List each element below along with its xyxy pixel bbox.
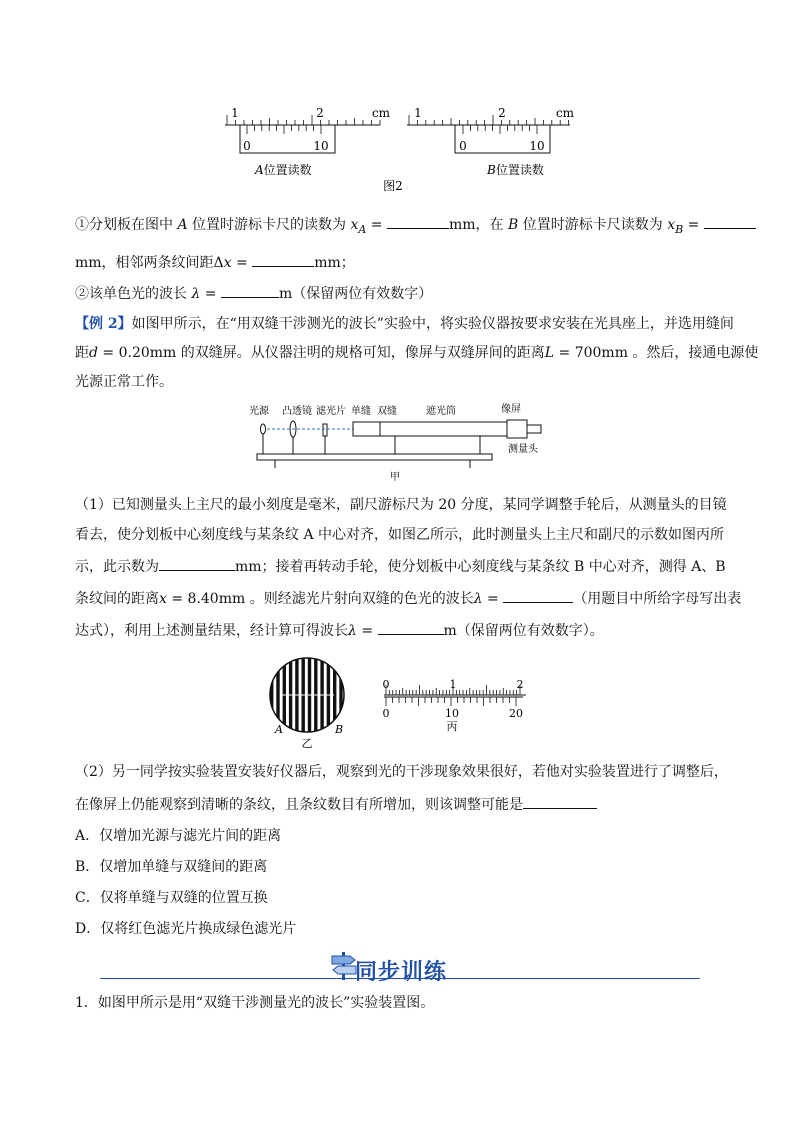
example2-text3: 光源正常工作。 — [75, 374, 173, 390]
svg-text:B位置读数 — [486, 162, 544, 177]
apparatus-label-lens: 凸透镜 — [282, 406, 312, 417]
training-q1 — [75, 993, 434, 1013]
q2-eq: = — [200, 286, 221, 302]
scale-b-caption-var: B — [487, 163, 496, 177]
bing-vernier-0: 0 — [382, 707, 390, 720]
example2-text2c: = 700mm 。然后，接通电源使 — [554, 345, 759, 361]
q1-text4: 位置时游标卡尺读数为 — [522, 217, 663, 233]
q1-line1 — [75, 214, 756, 240]
apparatus-label-double-slit: 双缝 — [377, 406, 397, 417]
q1-var-a: A — [177, 217, 188, 233]
q1-blank-dx[interactable] — [252, 252, 314, 267]
scale-a-caption-var: A — [255, 163, 264, 177]
q1-xa: x — [350, 217, 359, 233]
example2-L: L — [544, 345, 555, 361]
example2-tag: 【例 2】 — [75, 316, 132, 332]
q2-text2: m（保留两位有效数字） — [278, 286, 433, 302]
part2-line1 — [75, 762, 728, 782]
bing-main-1: 1 — [449, 678, 457, 691]
scale-b-label-1: 1 — [414, 106, 422, 120]
scale-a-caption-text: 位置读数 — [263, 163, 312, 177]
apparatus-label-tube: 遮光筒 — [426, 406, 456, 417]
bing-main-2: 2 — [516, 678, 524, 691]
part1-blank-reading[interactable] — [159, 556, 235, 571]
part1-blank-expression[interactable] — [503, 588, 573, 603]
scale-a-label-1: 1 — [231, 106, 239, 120]
part2-text2: 在像屏上仍能观察到清晰的条纹，且条纹数目有所增加，则该调整可能是 — [75, 797, 523, 813]
example2-text2a: 距 — [75, 345, 89, 361]
vernier-figure-bing — [378, 675, 538, 735]
interference-fringe — [346, 655, 349, 745]
q2-line — [75, 283, 432, 304]
interference-fringe — [283, 655, 286, 745]
part1-text2: 看去，使分划板中心刻度线与某条纹 A 中心对齐，如图乙所示，此时测量头上主尺和副尺的示数如图丙所 — [75, 527, 725, 543]
option-d-text: D．仅将红色滤光片换成绿色滤光片 — [75, 921, 297, 937]
apparatus-label-single-slit: 单缝 — [351, 406, 371, 417]
fringe-figure-yi — [262, 655, 357, 750]
part2-line2 — [75, 794, 597, 815]
bing-caption: 丙 — [446, 720, 458, 733]
bing-vernier-20: 20 — [509, 707, 523, 720]
section-title: 同步训练 — [355, 959, 448, 985]
scale-b-vernier-0: 0 — [459, 139, 467, 153]
scale-a-label-2: 2 — [316, 106, 324, 120]
example2-text2b: = 0.20mm 的双缝屏。从仪器注明的规格可知，像屏与双缝屏间的距离 — [97, 345, 545, 361]
figure2-vernier-scales — [215, 100, 595, 195]
part1-lambda2: λ — [348, 623, 357, 639]
part1-text3b: mm；接着再转动手轮，使分划板中心刻度线与某条纹 B 中心对齐，测得 A、B — [235, 559, 726, 575]
part1-text5b: = — [356, 623, 378, 639]
fringe-caption: 乙 — [301, 737, 313, 750]
part1-line4 — [75, 588, 741, 609]
training-q1-text: 1．如图甲所示是用“双缝干涉测量光的波长”实验装置图。 — [75, 995, 435, 1011]
q1-eq-a: = — [366, 217, 387, 233]
svg-text:A位置读数 — [254, 162, 312, 177]
q1-text2: 位置时游标卡尺的读数为 — [192, 217, 347, 233]
option-c-text: C．仅将单缝与双缝的位置互换 — [75, 890, 268, 906]
scale-a-unit: cm — [371, 106, 391, 120]
vernier-scale-b — [407, 106, 575, 177]
q1-xa-sub: A — [358, 222, 367, 236]
q2-circle: ② — [75, 286, 89, 302]
part1-text4d: （用题目中所给字母写出表 — [573, 591, 742, 607]
scale-b-label-2: 2 — [498, 106, 506, 120]
q1-line2-a: mm，相邻两条纹间距Δ — [75, 255, 224, 271]
part1-x: x — [159, 591, 167, 607]
scale-a-vernier-0: 0 — [243, 139, 251, 153]
q1-dx-eq: = — [231, 255, 253, 271]
part1-text4a: 条纹间的距离 — [75, 591, 159, 607]
interference-fringe — [289, 655, 292, 745]
part1-line2 — [75, 525, 724, 545]
interference-fringe — [327, 655, 330, 745]
part1-line3 — [75, 556, 726, 577]
scale-b-caption-text: 位置读数 — [495, 163, 544, 177]
q2-blank-lambda[interactable] — [221, 283, 279, 298]
apparatus-label-filter: 滤光片 — [316, 406, 346, 417]
part1-line1 — [75, 495, 727, 515]
q1-line2-b: mm； — [314, 255, 355, 271]
apparatus-figure — [245, 402, 555, 482]
part1-text4c: = — [482, 591, 504, 607]
q1-xb-sub: B — [675, 222, 684, 236]
part2-blank-answer[interactable] — [523, 794, 597, 809]
option-a[interactable] — [75, 826, 281, 846]
interference-fringe — [320, 655, 323, 745]
part1-text1: （1）已知测量头上主尺的最小刻度是毫米，副尺游标尺为 20 分度，某同学调整手轮后，从测量头的目镜 — [75, 497, 727, 513]
scale-b-unit: cm — [555, 106, 575, 120]
bing-vernier-10: 10 — [445, 707, 459, 720]
example2-d: d — [89, 345, 98, 361]
part1-line5 — [75, 620, 604, 641]
vernier-scale-a — [225, 106, 391, 177]
part2-text1: （2）另一同学按实验装置安装好仪器后，观察到光的干涉现象效果很好，若他对实验装置进行了调整后， — [75, 764, 728, 780]
scale-b-vernier-10: 10 — [529, 139, 545, 153]
option-a-text: A．仅增加光源与滤光片间的距离 — [75, 828, 282, 844]
part1-text4b: = 8.40mm 。则经滤光片射向双缝的色光的波长 — [166, 591, 474, 607]
example2-line1 — [75, 314, 734, 334]
bing-main-0: 0 — [382, 678, 390, 691]
q1-dx: x — [223, 255, 232, 271]
part1-text3a: 示，此示数为 — [75, 559, 159, 575]
q1-blank-xb[interactable] — [704, 214, 756, 229]
q1-text1: 分划板在图中 — [89, 217, 173, 233]
figure2-caption: 图2 — [383, 179, 403, 193]
example2-line3 — [75, 372, 173, 392]
q1-text3: mm，在 — [448, 217, 504, 233]
fringe-label-a: A — [275, 723, 283, 736]
option-d[interactable] — [75, 919, 296, 939]
part1-text5c: m（保留两位有效数字）。 — [443, 623, 604, 639]
part1-text5a: 达式），利用上述测量结果，经计算可得波长 — [75, 623, 348, 639]
fringe-label-b: B — [335, 723, 344, 736]
example2-line2 — [75, 343, 758, 363]
apparatus-caption: 甲 — [390, 472, 400, 482]
q1-xb: x — [667, 217, 676, 233]
option-c[interactable] — [75, 888, 268, 908]
option-b-text: B．仅增加单缝与双缝间的距离 — [75, 859, 268, 875]
apparatus-label-measuring-head: 测量头 — [508, 444, 538, 455]
apparatus-label-screen: 像屏 — [501, 404, 521, 415]
q2-lambda: λ — [191, 286, 201, 302]
part1-lambda: λ — [473, 591, 483, 607]
q1-blank-xa[interactable] — [387, 214, 449, 229]
scale-a-vernier-10: 10 — [313, 139, 329, 153]
example2-text1: 如图甲所示，在“用双缝干涉测光的波长”实验中，将实验仪器按要求安装在光具座上，并选用缝间 — [131, 316, 734, 332]
q2-text1: 该单色光的波长 — [89, 286, 187, 302]
q1-var-b: B — [508, 217, 519, 233]
q1-circle: ① — [75, 217, 89, 233]
q1-eq-b: = — [683, 217, 704, 233]
apparatus-label-light-source: 光源 — [249, 406, 269, 417]
part1-blank-wavelength[interactable] — [378, 620, 444, 635]
option-b[interactable] — [75, 857, 267, 877]
q1-line2 — [75, 252, 355, 273]
